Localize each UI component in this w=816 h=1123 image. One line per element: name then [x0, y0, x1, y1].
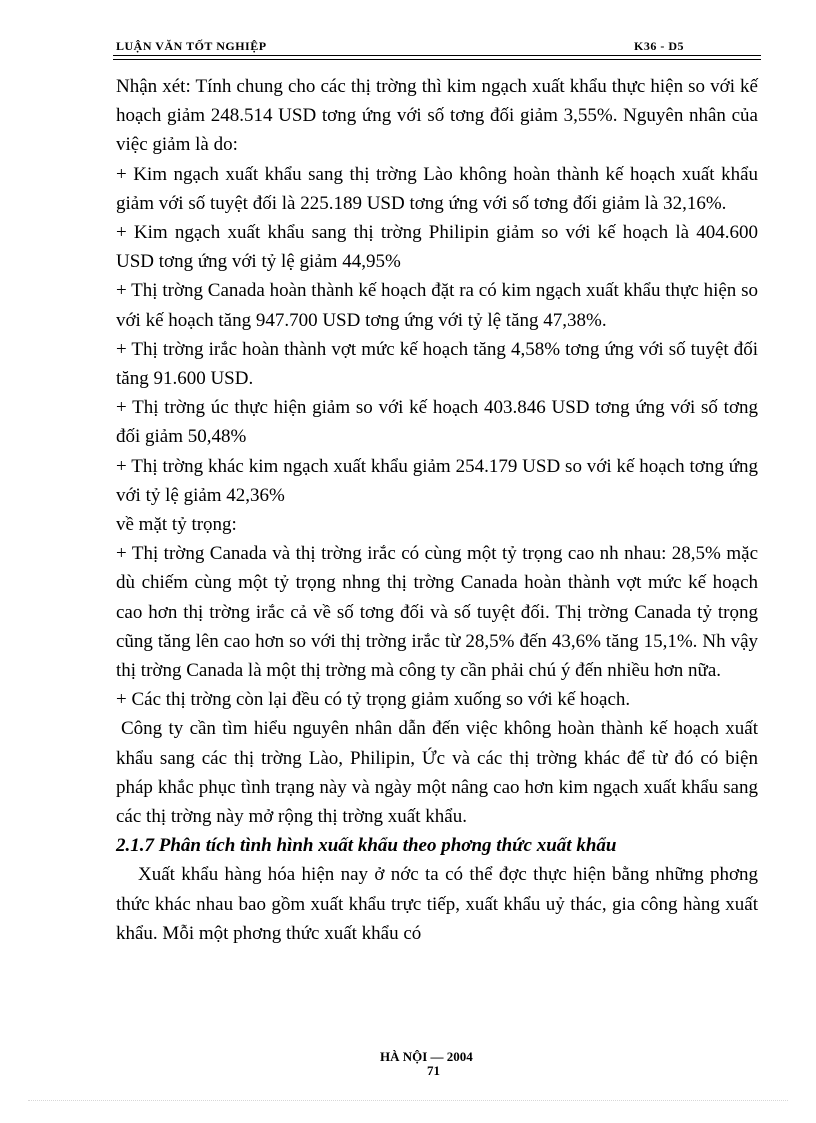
- paragraph-iraq: + Thị trờng irắc hoàn thành vợt mức kế hoạch tăng 4,58% tơng ứng với số tuyệt đối tăng 91.600 USD.: [116, 338, 758, 390]
- paragraph-canada-iraq-proportion: + Thị trờng Canada và thị trờng irắc có cùng một tỷ trọng cao nh nhau: 28,5% mặc dù chiếm cùng một tỷ trọng nhng thị trờng Canada hoàn thành vợt mức kế hoạch cao hơn thị trờng irắc cả về số tơng đối và số tuyệt đối. Thị trờng Canada tỷ trọng cũng tăng lên cao hơn so với thị trờng irắc từ 28,5% đến 43,6% tăng 15,1%. Nh vậy thị trờng Canada là một thị trờng mà công ty cần phải chú ý đến nhiều hơn nữa.: [116, 543, 758, 682]
- paragraph-remaining-markets: + Các thị trờng còn lại đều có tỷ trọng giảm xuống so với kế hoạch.: [116, 689, 631, 711]
- header-rule-bottom: [113, 59, 761, 60]
- paragraph-export-methods: Xuất khẩu hàng hóa hiện nay ở nớc ta có thể đợc thực hiện bằng những phơng thức khác nhau bao gồm xuất khẩu trực tiếp, xuất khẩu uỷ thác, gia công hàng xuất khẩu. Mỗi một phơng thức xuất khẩu có: [116, 864, 758, 944]
- paragraph-australia: + Thị trờng úc thực hiện giảm so với kế hoạch 403.846 USD tơng ứng với số tơng đối giảm 50,48%: [116, 397, 758, 448]
- header-class-code: K36 - D5: [634, 39, 684, 53]
- footer-city-year: HÀ NỘI — 2004: [380, 1049, 473, 1064]
- page-number: 71: [427, 1063, 440, 1078]
- paragraph-other-markets: + Thị trờng khác kim ngạch xuất khẩu giảm 254.179 USD so với kế hoạch tơng ứng với tỷ lệ giảm 42,36%: [116, 455, 758, 506]
- paragraph-canada: + Thị trờng Canada hoàn thành kế hoạch đặt ra có kim ngạch xuất khẩu thực hiện so với kế hoạch tăng 947.700 USD tơng ứng với tỷ lệ tăng 47,38%.: [116, 280, 758, 331]
- page-bottom-divider: [28, 1100, 788, 1101]
- paragraph-laos: + Kim ngạch xuất khẩu sang thị trờng Lào không hoàn thành kế hoạch xuất khẩu giảm với số tuyệt đối là 225.189 USD tơng ứng với số tơng đối giảm là 32,16%.: [116, 163, 758, 214]
- paragraph-proportion-intro: về mặt tỷ trọng:: [116, 514, 237, 536]
- page-header: [116, 36, 758, 56]
- header-rule-top: [113, 55, 761, 56]
- header-title: LUẬN VĂN TỐT NGHIỆP: [116, 39, 267, 53]
- paragraph-philippines: + Kim ngạch xuất khẩu sang thị trờng Philipin giảm so với kế hoạch là 404.600 USD tơng ứng với tỷ lệ giảm 44,95%: [116, 222, 758, 273]
- section-heading: 2.1.7 Phân tích tình hình xuất khẩu theo phơng thức xuất khẩu: [116, 835, 617, 857]
- paragraph-summary: Nhận xét: Tính chung cho các thị trờng thì kim ngạch xuất khẩu thực hiện so với kế hoạch giảm 248.514 USD tơng ứng với số tơng đối giảm 3,55%. Nguyên nhân của việc giảm là do:: [116, 76, 758, 156]
- document-body: [116, 72, 758, 948]
- paragraph-recommendation: Công ty cần tìm hiểu nguyên nhân dẫn đến việc không hoàn thành kế hoạch xuất khẩu sang các thị trờng Lào, Philipin, Ức và các thị trờng khác để từ đó có biện pháp khắc phục tình trạng này và ngày một nâng cao hơn kim ngạch xuất khẩu sang các thị trờng này mở rộng thị trờng xuất khẩu.: [116, 718, 758, 828]
